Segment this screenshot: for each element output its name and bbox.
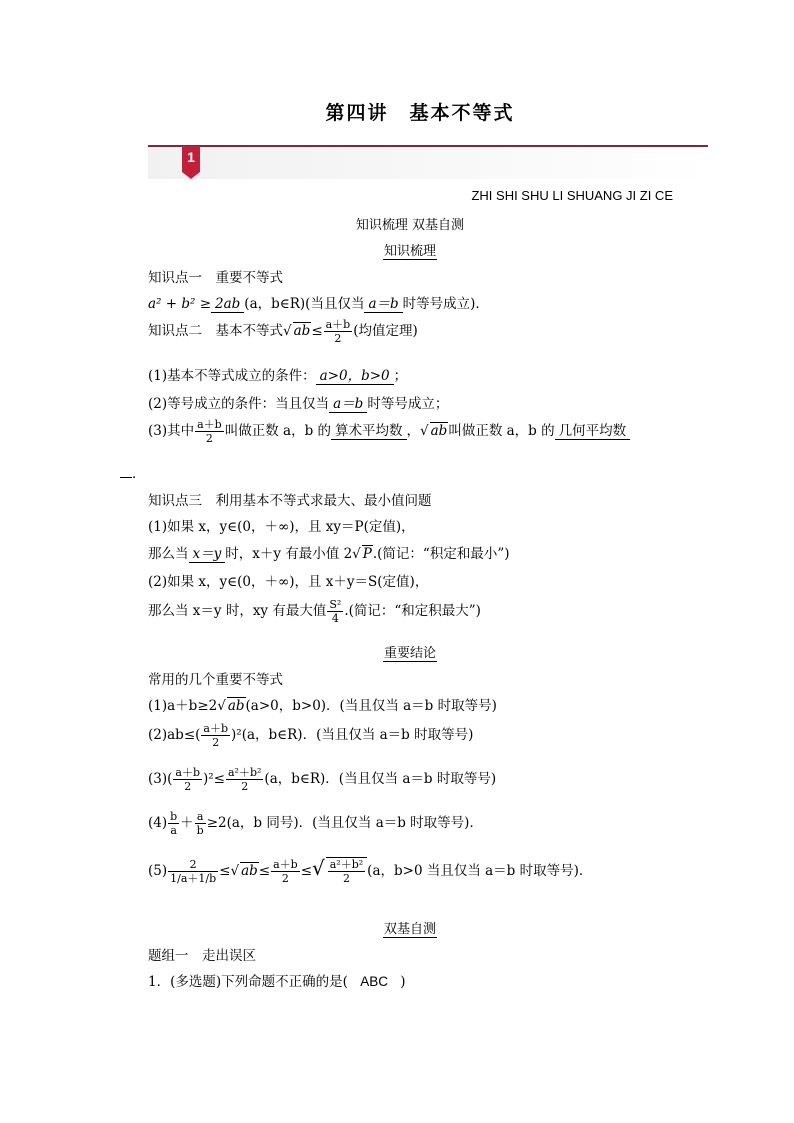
kp2-title: 知识点二 基本不等式√ ab≤ $\frac{a+b}{2}$ (均值定理)	[148, 318, 418, 345]
kp1-statement	[148, 292, 489, 313]
section-banner	[148, 145, 708, 181]
c2-fraction	[201, 722, 230, 749]
kp3-title: 知识点三 利用基本不等式求最大、最小值问题	[148, 493, 432, 509]
kp2-l3-trailing-blank	[120, 477, 132, 478]
c5-den2: 2	[281, 872, 289, 885]
subheading-label: 重要结论	[383, 642, 437, 662]
exercise-group: 题组一 走出误区	[148, 948, 256, 964]
c3-fraction-2	[226, 766, 263, 793]
c5-sqrt2-den: 2	[342, 872, 350, 885]
kp2-title-post: (均值定理)	[353, 323, 418, 339]
subheading-conclusions	[0, 642, 794, 662]
c3-post: (a，b∈R)．(当且仅当 a＝b 时取等号)	[264, 771, 497, 787]
c4-plus: ＋	[180, 815, 194, 831]
kp2-le: ≤	[311, 323, 323, 339]
kp2-l3-blank-1: 算术平均数	[331, 419, 407, 440]
kp2-l3-fraction	[195, 418, 224, 445]
c2-text: (2)ab≤(	[148, 727, 201, 743]
c5-num2: a＋b	[273, 858, 298, 871]
kp3-l2-mid: 时，x＋y 有最小值 2	[225, 546, 353, 562]
c1-sqrt: ab	[227, 698, 245, 714]
c5-le2: ≤	[258, 863, 271, 879]
kp1-mid: (a，b∈R)(当且仅当	[244, 296, 365, 312]
c3-num2: a²＋b²	[228, 766, 262, 779]
c4-num1: b	[170, 810, 178, 823]
kp2-line3: (3)其中 $\frac{a+b}{2}$ 叫做正数 a，b 的 算术平均数 ，√ ab叫做正数 a，b 的 几何平均数	[148, 418, 630, 445]
c3-num: a＋b	[175, 766, 200, 779]
kp3-l4-den: 4	[331, 612, 339, 625]
kp3-l4-text: 那么当 x＝y 时，xy 有最大值	[148, 603, 327, 619]
kp2-line1	[148, 364, 407, 385]
page-title: 第四讲 基本不等式	[325, 102, 515, 124]
c5-num: 2	[168, 858, 218, 872]
c4-num2: a	[195, 810, 206, 824]
conclusion-4	[148, 810, 483, 837]
conclusion-2	[148, 722, 473, 749]
kp3-line4	[148, 598, 481, 625]
kp3-l4-num: S²	[329, 598, 342, 611]
c4-post: ≥2(a，b 同号)．(当且仅当 a＝b 时取等号)．	[206, 815, 483, 831]
kp2-fraction	[324, 318, 353, 345]
c4-fraction-2	[195, 810, 206, 837]
kp3-l2-blank: x＝y	[189, 542, 226, 563]
banner-shade	[148, 147, 708, 179]
c5-le3: ≤	[300, 863, 312, 879]
c1-text: (1)a＋b≥2	[148, 698, 218, 714]
kp2-frac-den: 2	[334, 332, 342, 345]
c5-sqrt2-num: a²＋b²	[329, 858, 364, 871]
c4-fraction-1	[168, 810, 179, 837]
c5-fraction-1	[168, 858, 218, 885]
subheading-self-test	[0, 918, 794, 938]
kp1-title: 知识点一 重要不等式	[148, 270, 283, 286]
c4-text: (4)	[148, 815, 168, 831]
kp2-line2	[148, 392, 448, 413]
kp3-line1: (1)如果 x，y∈(0，＋∞)，且 xy＝P(定值)，	[148, 519, 415, 535]
kp2-l3-mid1: 叫做正数 a，b 的	[224, 423, 332, 439]
banner-rule	[148, 145, 708, 147]
kp1-blank-1: 2ab	[211, 296, 244, 313]
q1-answer: ABC	[360, 974, 388, 989]
c2-num: a＋b	[203, 722, 229, 735]
kp2-l2-blank: a＝b	[329, 392, 367, 413]
conclusion-5: (5) $\frac{2}{1/a+1/b}$ ≤√ ab≤ $\frac{a+b}{2}$ ≤√ $\frac{\text{a²＋b²}}{2}$ (a，b>0 当且仅当 a＝b 时取等号)．	[148, 856, 593, 885]
c3-den2: 2	[241, 780, 249, 793]
question-1	[148, 970, 406, 990]
kp3-l2-sqrt: P	[362, 546, 372, 562]
kp2-line3-end	[120, 462, 146, 482]
c5-le1: ≤	[219, 863, 231, 879]
c2-den: 2	[212, 736, 220, 749]
c5-post: (a，b>0 当且仅当 a＝b 时取等号)．	[367, 863, 593, 879]
c4-den2: b	[196, 824, 204, 837]
c1-post: (a>0，b>0)．(当且仅当 a＝b 时取等号)	[245, 698, 497, 714]
conclusions-intro: 常用的几个重要不等式	[148, 672, 283, 688]
c3-mid: )²≤	[203, 771, 225, 787]
section-number: 1	[187, 149, 195, 165]
kp2-l3-text: (3)其中	[148, 423, 195, 439]
c2-post: )²(a，b∈R)．(当且仅当 a＝b 时取等号)	[231, 727, 474, 743]
kp1-blank-2: a＝b	[364, 292, 402, 313]
subheading-label: 双基自测	[383, 918, 437, 938]
q1-post: )	[400, 974, 406, 990]
c5-den: 1/a＋1/b	[170, 872, 217, 885]
conclusion-1: (1)a＋b≥2√ ab(a>0，b>0)．(当且仅当 a＝b 时取等号)	[148, 698, 497, 714]
c5-sqrt-2	[326, 857, 367, 885]
kp3-l2-text: 那么当	[148, 546, 189, 562]
kp2-l1-post: ；	[393, 368, 408, 384]
c5-fraction-2	[271, 858, 300, 885]
subheading-label: 知识梳理	[383, 240, 437, 260]
kp2-l2-post: 时等号成立；	[367, 396, 449, 412]
c5-fraction-3	[328, 858, 365, 885]
kp1-end: 时等号成立)．	[402, 296, 489, 312]
conclusion-3	[148, 766, 496, 793]
c4-den1: a	[170, 824, 177, 837]
kp2-l3-end: ．	[132, 466, 146, 482]
subheading-knowledge	[0, 240, 794, 260]
c3-fraction-1	[173, 766, 202, 793]
c5-sqrt: ab	[241, 863, 258, 879]
c3-den: 2	[184, 780, 192, 793]
q1-text: 1．(多选题)下列命题不正确的是(	[148, 974, 348, 990]
kp2-l1-blank: a>0，b>0	[316, 364, 394, 385]
kp3-line2: 那么当 x＝y 时，x＋y 有最小值 2√ P.(简记：“积定和最小”)	[148, 542, 510, 563]
section-heading: 知识梳理 双基自测	[355, 218, 465, 233]
kp2-l3-mid2: ，	[406, 423, 421, 439]
kp2-l3-mid3: 叫做正数 a，b 的	[448, 423, 555, 439]
kp2-l3-frac-den: 2	[205, 432, 213, 445]
kp2-l3-frac-num: a＋b	[197, 418, 222, 431]
kp2-sqrt: ab	[293, 323, 311, 339]
kp2-l3-sqrt: ab	[430, 423, 448, 439]
kp2-frac-num: a＋b	[325, 318, 351, 331]
pinyin-heading: ZHI SHI SHU LI SHUANG JI ZI CE	[471, 188, 673, 203]
c3-text: (3)(	[148, 771, 173, 787]
kp2-title-text: 知识点二 基本不等式	[148, 323, 283, 339]
kp2-l1-text: (1)基本不等式成立的条件：	[148, 368, 316, 384]
c5-text: (5)	[148, 863, 168, 879]
kp2-l2-text: (2)等号成立的条件：当且仅当	[148, 396, 330, 412]
kp3-l4-fraction	[327, 598, 343, 625]
kp1-lhs: a² + b² ≥	[148, 296, 212, 312]
kp3-l2-post: .(简记：“积定和最小”)	[372, 546, 510, 562]
kp2-l3-blank-2: 几何平均数	[555, 419, 631, 440]
kp3-l4-post: .(简记：“和定积最大”)	[344, 603, 481, 619]
kp3-line3: (2)如果 x，y∈(0，＋∞)，且 x＋y＝S(定值)，	[148, 574, 429, 590]
